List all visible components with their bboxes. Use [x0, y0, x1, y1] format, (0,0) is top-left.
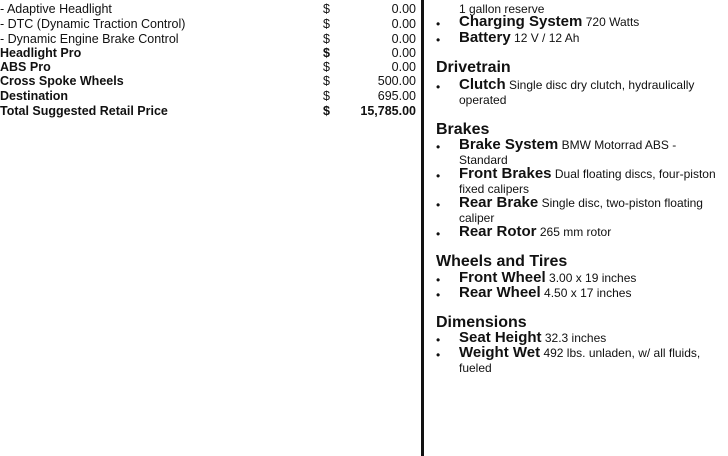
bullet: •: [436, 169, 441, 183]
spec-name: Front Wheel: [459, 269, 546, 286]
spec-value: Dual floating discs, four-piston: [554, 167, 716, 181]
price-label: - Dynamic Engine Brake Control: [0, 32, 179, 46]
spec-value: 4.50 x 17 inches: [544, 286, 632, 300]
currency-symbol: $: [323, 32, 330, 46]
spec-continuation: Standard: [459, 153, 508, 167]
currency-symbol: $: [323, 17, 330, 31]
spec-value: Single disc, two-piston floating: [541, 196, 703, 210]
spec-continuation: 1 gallon reserve: [459, 2, 545, 16]
spec-continuation: fixed calipers: [459, 182, 530, 196]
price-label: ABS Pro: [0, 60, 51, 74]
spec-continuation: fueled: [459, 361, 492, 375]
spec-value: 32.3 inches: [544, 331, 607, 345]
currency-symbol: $: [323, 89, 330, 103]
price-amount: 15,785.00: [360, 104, 416, 118]
bullet: •: [436, 17, 441, 31]
spec-name: Rear Rotor: [459, 223, 537, 240]
bullet: •: [436, 80, 441, 94]
spec-value: 265 mm rotor: [539, 225, 612, 239]
bullet: •: [436, 348, 441, 362]
bullet: •: [436, 227, 441, 241]
price-row-engine-brake: [0, 32, 420, 47]
price-amount: 0.00: [391, 17, 416, 31]
spec-continuation: caliper: [459, 211, 495, 225]
spec-name: Clutch: [459, 76, 506, 93]
price-label: Cross Spoke Wheels: [0, 74, 124, 88]
column-divider: [421, 0, 424, 456]
spec-name: Brake System: [459, 136, 559, 153]
spec-name: Charging System: [459, 13, 583, 30]
currency-symbol: $: [323, 46, 330, 60]
spec-name: Rear Brake: [459, 194, 539, 211]
price-label: - DTC (Dynamic Traction Control): [0, 17, 186, 31]
price-label: Destination: [0, 89, 69, 103]
spec-value: 3.00 x 19 inches: [549, 271, 637, 285]
price-row-abs-pro: [0, 60, 420, 75]
price-row-total: [0, 104, 420, 119]
currency-symbol: $: [323, 74, 330, 88]
price-amount: 500.00: [377, 74, 416, 88]
spec-continuation: operated: [459, 93, 507, 107]
spec-value: Single disc dry clutch, hydraulically: [509, 78, 695, 92]
spec-value: BMW Motorrad ABS -: [561, 138, 677, 152]
price-row-headlight-pro: [0, 46, 420, 61]
spec-name: Seat Height: [459, 329, 542, 346]
spec-name: Weight Wet: [459, 344, 541, 361]
section-title-dimensions: Dimensions: [436, 314, 527, 331]
price-label: - Adaptive Headlight: [0, 2, 112, 16]
price-row-cross-spoke-wheels: [0, 74, 420, 89]
section-title-wheels-tires: Wheels and Tires: [436, 253, 568, 270]
bullet: •: [436, 33, 441, 47]
bullet: •: [436, 198, 441, 212]
price-label: Headlight Pro: [0, 46, 82, 60]
bullet: •: [436, 333, 441, 347]
bullet: •: [436, 288, 441, 302]
price-row-destination: [0, 89, 420, 104]
price-amount: 0.00: [391, 60, 416, 74]
section-title-drivetrain: Drivetrain: [436, 59, 511, 76]
price-label: Total Suggested Retail Price: [0, 104, 168, 118]
bullet: •: [436, 140, 441, 154]
spec-value: 492 lbs. unladen, w/ all fluids,: [543, 346, 701, 360]
currency-symbol: $: [323, 60, 330, 74]
spec-value: 720 Watts: [585, 15, 640, 29]
section-title-brakes: Brakes: [436, 121, 490, 138]
price-row-dtc: [0, 17, 420, 32]
spec-name: Rear Wheel: [459, 284, 541, 301]
spec-name: Battery: [459, 29, 511, 46]
currency-symbol: $: [323, 2, 330, 16]
price-amount: 695.00: [377, 89, 416, 103]
bullet: •: [436, 273, 441, 287]
price-row-adaptive-headlight: [0, 2, 420, 17]
specs-column: [436, 0, 728, 456]
price-amount: 0.00: [391, 46, 416, 60]
spec-value: 12 V / 12 Ah: [514, 31, 580, 45]
price-amount: 0.00: [391, 32, 416, 46]
currency-symbol: $: [323, 104, 330, 118]
price-amount: 0.00: [391, 2, 416, 16]
spec-name: Front Brakes: [459, 165, 552, 182]
